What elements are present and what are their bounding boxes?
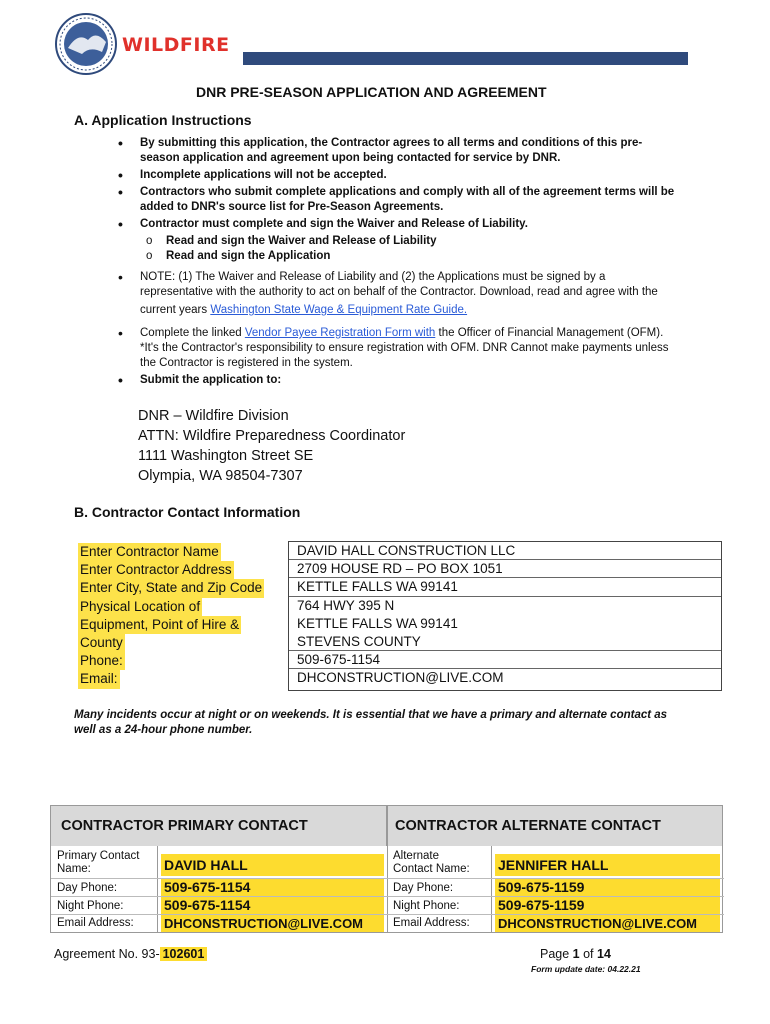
label-phone: Phone: — [78, 652, 125, 670]
alternate-contact-heading: CONTRACTOR ALTERNATE CONTACT — [387, 806, 722, 846]
instruction-ofm: • Complete the linked Vendor Payee Registration Form with the Officer of Financial Management (OFM). *It's the Contractor's responsibility to ensure registration with OFM. DNR Cannot make payments unless the Contractor is registered in the system. — [118, 326, 718, 371]
instruction-terms: • By submitting this application, the Contractor agrees to all terms and conditions of this pre- season application and agreement upon being contacted for service by DNR. — [118, 136, 718, 166]
document-title: DNR PRE-SEASON APPLICATION AND AGREEMENT — [196, 84, 547, 100]
contractor-email-field[interactable]: DHCONSTRUCTION@LIVE.COM — [297, 670, 504, 686]
contractor-city-field[interactable]: KETTLE FALLS WA 99141 — [289, 578, 721, 596]
instruction-incomplete: • Incomplete applications will not be accepted. — [118, 168, 718, 183]
page-number: Page 1 of 14 — [540, 947, 611, 961]
contractor-labels — [78, 543, 264, 689]
contacts-table — [50, 805, 723, 933]
physical-location-line-3[interactable]: STEVENS COUNTY — [289, 633, 721, 651]
vendor-payee-form-link[interactable]: Vendor Payee Registration Form with — [244, 327, 436, 339]
primary-day-phone-field[interactable]: 509-675-1154 — [161, 879, 384, 896]
section-b-heading: B. Contractor Contact Information — [74, 504, 301, 520]
instructions-list — [118, 136, 718, 390]
brand-title: WILDFIRE — [122, 34, 230, 56]
agreement-number-value[interactable]: 102601 — [160, 947, 208, 961]
primary-day-label: Day Phone: — [57, 882, 118, 894]
instruction-submit: • Submit the application to: — [118, 373, 718, 388]
instruction-note: • NOTE: (1) The Waiver and Release of Liability and (2) the Applications must be signed by a representative with the authority to act on behalf of the Contractor. Download, read and agree with the current years Washington State Wage & Equipment Rate Guide. — [118, 270, 718, 318]
alternate-email-label: Email Address: — [393, 917, 470, 929]
label-physical-2: Equipment, Point of Hire & — [78, 616, 241, 634]
primary-email-field[interactable]: DHCONSTRUCTION@LIVE.COM — [161, 915, 384, 932]
instruction-waiver: • Contractor must complete and sign the Waiver and Release of Liability. — [118, 217, 718, 232]
form-update-date: Form update date: 04.22.21 — [531, 964, 641, 974]
label-email: Email: — [78, 670, 120, 688]
mailing-address: DNR – Wildfire Division ATTN: Wildfire Preparedness Coordinator 1111 Washington Street SE Olympia, WA 98504-7307 — [138, 408, 406, 484]
label-physical-3: County — [78, 634, 125, 652]
contractor-address-field[interactable]: 2709 HOUSE RD – PO BOX 1051 — [289, 560, 721, 578]
section-a-heading: A. Application Instructions — [74, 112, 252, 128]
header-bar — [243, 52, 688, 65]
alternate-day-phone-field[interactable]: 509-675-1159 — [495, 879, 720, 896]
primary-night-phone-field[interactable]: 509-675-1154 — [161, 897, 384, 914]
contact-notice: Many incidents occur at night or on weekends. It is essential that we have a primary and alternate contact as well as a 24-hour phone number. — [74, 709, 668, 736]
physical-location-line-1[interactable]: 764 HWY 395 N — [297, 597, 395, 613]
sub-item-application: o Read and sign the Application — [146, 250, 331, 262]
contractor-name-field[interactable]: DAVID HALL CONSTRUCTION LLC — [289, 542, 721, 560]
instruction-source-list: • Contractors who submit complete applications and comply with all of the agreement terms will be added to DNR's source list for Pre-Season Agreements. — [118, 185, 718, 215]
label-physical-1: Physical Location of — [78, 598, 202, 616]
primary-email-label: Email Address: — [57, 917, 134, 929]
label-address: Enter Contractor Address — [78, 561, 234, 579]
contractor-phone-field[interactable]: 509-675-1154 — [289, 651, 721, 669]
label-city: Enter City, State and Zip Code — [78, 579, 264, 597]
dnr-seal-logo — [54, 12, 118, 76]
wage-rate-guide-link[interactable]: Washington State Wage & Equipment Rate Guide. — [210, 304, 468, 316]
alternate-night-label: Night Phone: — [393, 900, 460, 912]
label-name: Enter Contractor Name — [78, 543, 221, 561]
primary-name-label: Primary Contact Name: — [57, 850, 140, 875]
alternate-day-label: Day Phone: — [393, 882, 454, 894]
contractor-info-box — [288, 541, 722, 691]
agreement-number: Agreement No. 93- 102601 — [54, 947, 207, 961]
alternate-night-phone-field[interactable]: 509-675-1159 — [495, 897, 720, 914]
alternate-name-label: Alternate Contact Name: — [393, 850, 470, 875]
alternate-name-field[interactable]: JENNIFER HALL — [495, 854, 720, 876]
alternate-email-field[interactable]: DHCONSTRUCTION@LIVE.COM — [495, 915, 720, 932]
sub-item-waiver: o Read and sign the Waiver and Release of Liability — [146, 235, 437, 247]
primary-name-field[interactable]: DAVID HALL — [161, 854, 384, 876]
physical-location-line-2[interactable]: KETTLE FALLS WA 99141 — [297, 615, 458, 631]
primary-contact-heading: CONTRACTOR PRIMARY CONTACT — [51, 806, 387, 846]
primary-night-label: Night Phone: — [57, 900, 124, 912]
